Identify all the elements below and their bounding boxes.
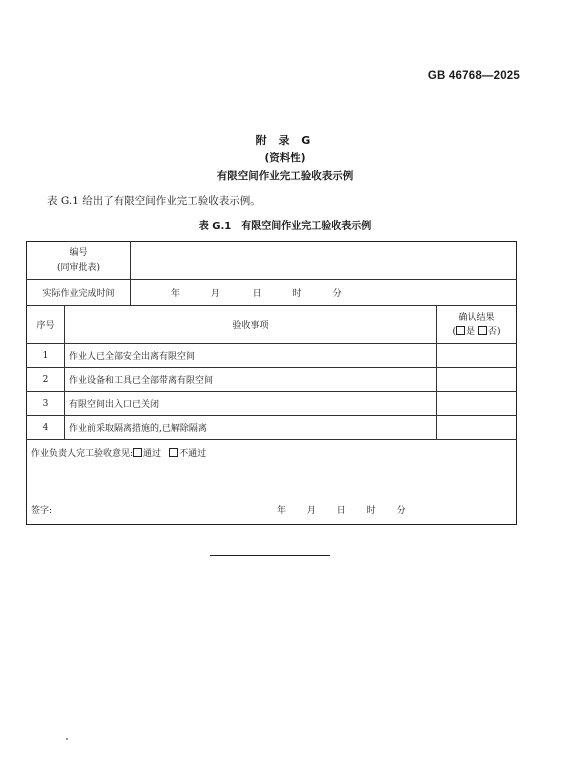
- time-unit-day: 日: [252, 289, 262, 299]
- row-result-field[interactable]: [437, 416, 517, 440]
- row-seq: 3: [27, 392, 65, 416]
- sign-unit-minute: 分: [396, 506, 406, 516]
- pass-checkbox[interactable]: [133, 448, 142, 457]
- opinion-row: [27, 440, 517, 489]
- column-header-row: [27, 306, 517, 344]
- row-item: 作业设备和工具已全部带离有限空间: [65, 368, 437, 392]
- row-result-field[interactable]: [437, 344, 517, 368]
- signature-cell[interactable]: [27, 488, 517, 525]
- signature-label: 签字:: [31, 506, 53, 516]
- col-header-item: 验收事项: [65, 306, 437, 344]
- table-caption: [0, 217, 570, 232]
- fail-checkbox[interactable]: [169, 448, 178, 457]
- end-rule: [210, 555, 330, 556]
- completion-time-row: [27, 280, 517, 306]
- col-header-result: [437, 306, 517, 344]
- row-result-field[interactable]: [437, 392, 517, 416]
- completion-time-field[interactable]: [131, 280, 517, 306]
- row-seq: 4: [27, 416, 65, 440]
- appendix-title: 附 录 G: [255, 134, 315, 147]
- fail-label: 不通过: [179, 449, 207, 459]
- table-caption-number: 表 G.1: [198, 221, 232, 232]
- row-result-field[interactable]: [437, 368, 517, 392]
- col-header-seq: 序号: [27, 306, 65, 344]
- intro-paragraph: 表 G.1 给出了有限空间作业完工验收表示例。: [47, 195, 261, 207]
- number-label: 编号: [69, 247, 88, 258]
- acceptance-form-table: [26, 241, 517, 525]
- time-unit-minute: 分: [332, 289, 342, 299]
- row-seq: 1: [27, 344, 65, 368]
- row-item: 有限空间出入口已关闭: [65, 392, 437, 416]
- sign-unit-day: 日: [336, 506, 346, 516]
- time-unit-month: 月: [210, 289, 220, 299]
- opinion-cell: [27, 440, 517, 489]
- number-row: [27, 242, 517, 280]
- table-row: [27, 392, 517, 416]
- table-row: [27, 344, 517, 368]
- pass-label: 通过: [143, 449, 162, 459]
- col-header-result-label: 确认结果: [458, 312, 495, 323]
- opinion-label: 作业负责人完工验收意见:: [31, 449, 134, 459]
- number-label-cell: [27, 242, 131, 280]
- appendix-name: 有限空间作业完工验收表示例: [216, 170, 354, 182]
- row-seq: 2: [27, 368, 65, 392]
- table-caption-title: 有限空间作业完工验收表示例: [241, 221, 372, 232]
- signature-time: [277, 503, 424, 516]
- table-row: [27, 368, 517, 392]
- time-unit-year: 年: [171, 289, 181, 299]
- standard-code: GB 46768—2025: [427, 70, 520, 82]
- row-item: 作业人已全部安全出离有限空间: [65, 344, 437, 368]
- number-value-field[interactable]: [131, 242, 517, 280]
- col-header-result-options: ( 是 否): [452, 326, 501, 337]
- completion-time-label: 实际作业完成时间: [27, 280, 131, 306]
- scan-speck: [66, 738, 68, 740]
- number-label-note: (同审批表): [56, 262, 101, 273]
- sign-unit-month: 月: [306, 506, 316, 516]
- appendix-nature: (资料性): [264, 152, 306, 164]
- checkbox-icon: [456, 326, 465, 335]
- row-item: 作业前采取隔离措施的,已解除隔离: [65, 416, 437, 440]
- signature-row: [27, 488, 517, 525]
- checkbox-icon: [478, 326, 487, 335]
- sign-unit-year: 年: [277, 506, 287, 516]
- sign-unit-hour: 时: [366, 506, 376, 516]
- time-unit-hour: 时: [292, 289, 302, 299]
- table-row: [27, 416, 517, 440]
